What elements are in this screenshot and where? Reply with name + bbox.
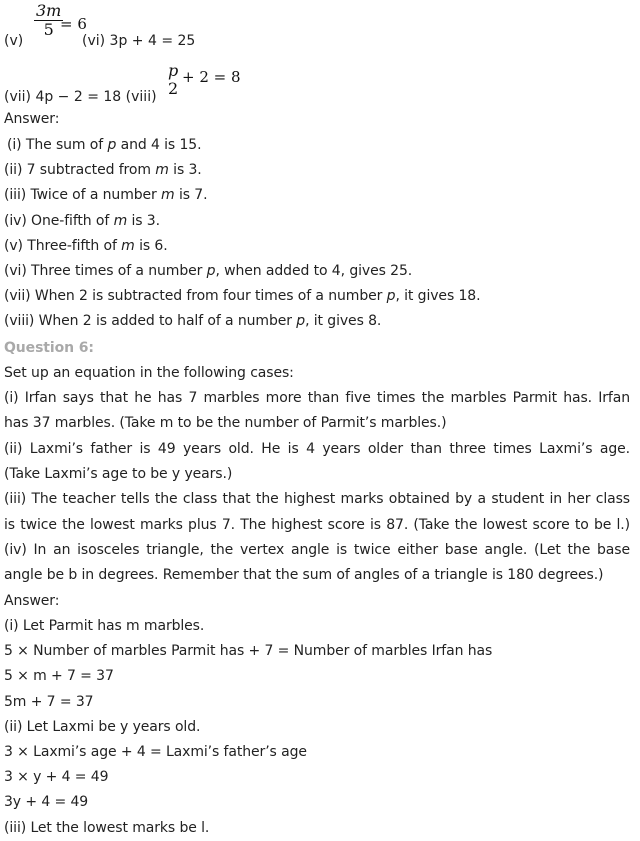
question-line: is twice the lowest marks plus 7. The highest score is 87. (Take the lowest score to be l.) xyxy=(4,516,630,533)
item-viii-denominator: 2 xyxy=(168,79,179,98)
question-line: (i) Irfan says that he has 7 marbles more than five times the marbles Parmit has. Irfan xyxy=(4,390,630,406)
answer-line: (i) Let Parmit has m marbles. xyxy=(4,618,205,634)
answer-item: (v) Three-fifth of m is 6. xyxy=(4,237,168,254)
item-viii-rhs: + 2 = 8 xyxy=(182,68,241,86)
question-line: (ii) Laxmi’s father is 49 years old. He is 4 years older than three times Laxmi’s age. xyxy=(4,440,630,457)
question-line: (iii) The teacher tells the class that the highest marks obtained by a student in her class xyxy=(4,491,630,508)
answer-item: (iv) One-fifth of m is 3. xyxy=(4,212,160,229)
item-viii-fraction xyxy=(166,62,180,98)
item-vii-viii: (vii) 4p − 2 = 18 (viii) xyxy=(4,89,157,105)
answer-line: (ii) Let Laxmi be y years old. xyxy=(4,718,201,735)
question-line: angle be b in degrees. Remember that the sum of angles of a triangle is 180 degrees.) xyxy=(4,567,604,584)
item-vi: (vi) 3p + 4 = 25 xyxy=(82,33,196,49)
answer-item: (i) The sum of p and 4 is 15. xyxy=(7,137,202,153)
item-v-numerator: 3m xyxy=(36,1,62,20)
answer-item: (viii) When 2 is added to half of a number p, it gives 8. xyxy=(4,313,382,330)
question-line: has 37 marbles. (Take m to be the number of Parmit’s marbles.) xyxy=(4,415,447,432)
item-v-denominator: 5 xyxy=(43,20,54,39)
item-viii-numerator: p xyxy=(168,61,179,80)
item-v-rhs: = 6 xyxy=(60,15,87,33)
answer-line: 3 × y + 4 = 49 xyxy=(4,769,109,786)
answer-item: (iii) Twice of a number m is 7. xyxy=(4,187,208,204)
answer-line: 5 × m + 7 = 37 xyxy=(4,668,114,685)
answer-line: 3y + 4 = 49 xyxy=(4,794,89,811)
answer-item: (vii) When 2 is subtracted from four times of a number p, it gives 18. xyxy=(4,288,481,305)
question-intro: Set up an equation in the following cases: xyxy=(4,365,294,381)
answer-item: (vi) Three times of a number p, when added to 4, gives 25. xyxy=(4,263,413,279)
answer-line: 3 × Laxmi’s age + 4 = Laxmi’s father’s age xyxy=(4,744,307,760)
answer-heading: Answer: xyxy=(4,111,60,127)
answer-line: (iii) Let the lowest marks be l. xyxy=(4,819,210,836)
answer-line: 5m + 7 = 37 xyxy=(4,693,94,710)
item-v-fraction xyxy=(34,2,63,39)
answer-item: (ii) 7 subtracted from m is 3. xyxy=(4,162,202,179)
question-line: (iv) In an isosceles triangle, the vertex angle is twice either base angle. (Let the base xyxy=(4,541,630,558)
question-line: (Take Laxmi’s age to be y years.) xyxy=(4,465,233,482)
question-heading: Question 6: xyxy=(4,340,94,356)
answer-heading-2: Answer: xyxy=(4,593,60,609)
answer-line: 5 × Number of marbles Parmit has + 7 = Number of marbles Irfan has xyxy=(4,643,493,660)
item-v-label: (v) xyxy=(4,33,24,49)
